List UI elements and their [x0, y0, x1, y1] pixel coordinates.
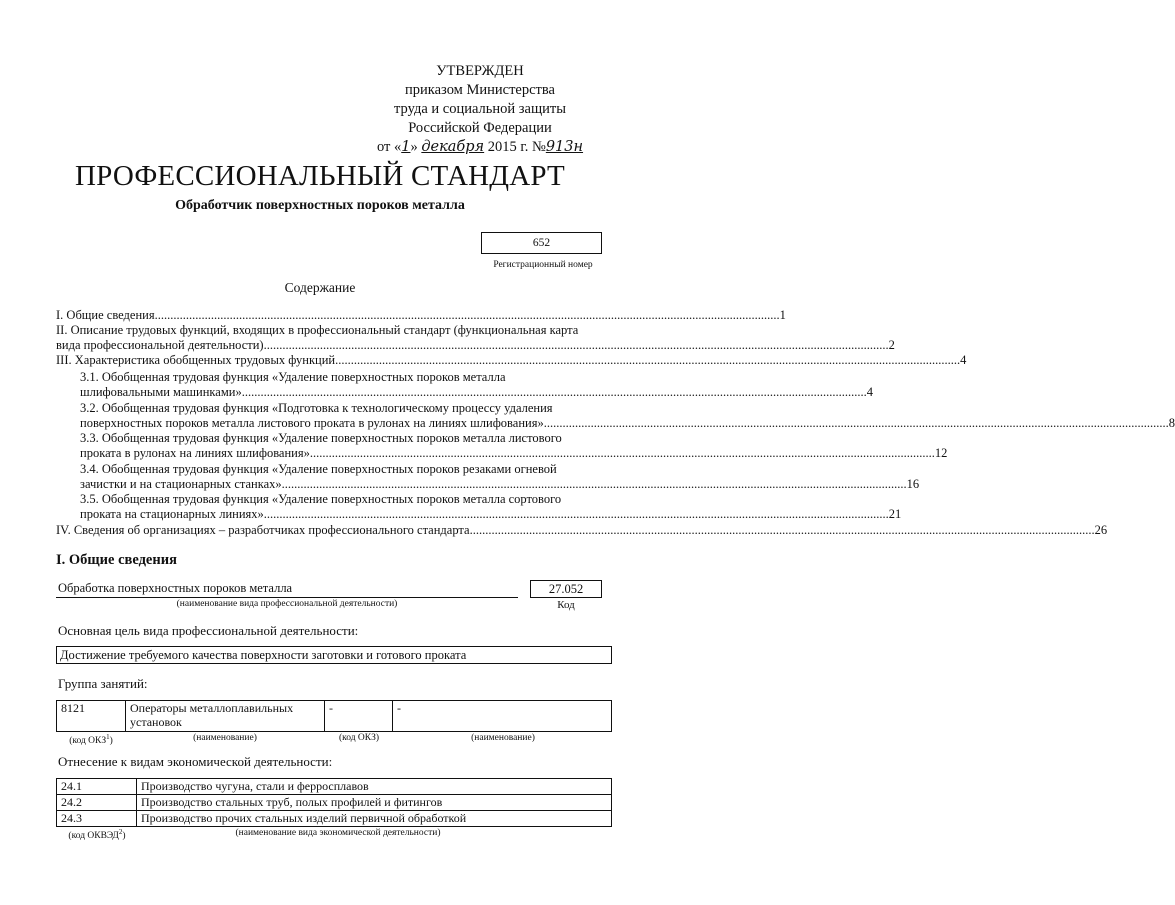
toc-item-text: поверхностных пороков металла листового проката в рулонах на линиях шлифования»	[80, 416, 544, 430]
approval-stamp	[360, 62, 600, 157]
table-row	[57, 795, 612, 811]
okved-code: 24.2	[57, 795, 137, 811]
toc-item-text: IV. Сведения об организациях – разработчиках профессионального стандарта	[56, 523, 470, 537]
toc-item-3-5[interactable]	[80, 492, 902, 522]
toc-item-text-first: 3.1. Обобщенная трудовая функция «Удаление поверхностных пороков металла	[80, 370, 506, 384]
toc-item-3-4[interactable]	[80, 462, 920, 492]
toc-item-text: I. Общие сведения	[56, 308, 155, 322]
toc-item-text-first: 3.3. Обобщенная трудовая функция «Удаление поверхностных пороков металла листового	[80, 431, 562, 445]
document-subtitle: Обработчик поверхностных пороков металла	[175, 198, 465, 213]
goal-box: Достижение требуемого качества поверхности заготовки и готового проката	[56, 646, 612, 664]
activity-code-caption: Код	[557, 599, 575, 611]
occupation-name-1: Операторы металлоплавильных установок	[126, 701, 325, 732]
toc-item-page: 4	[960, 353, 967, 367]
toc-item-page: 21	[888, 507, 902, 521]
okz-caption-1: (код ОКЗ$^1$)	[69, 733, 113, 747]
toc-item-2[interactable]	[56, 323, 895, 353]
okved-name: Производство стальных труб, полых профилей и фитингов	[137, 795, 612, 811]
toc-item-text-first: 3.4. Обобщенная трудовая функция «Удаление поверхностных пороков резаками огневой	[80, 462, 557, 476]
toc-item-page: 8	[1168, 416, 1175, 430]
toc-item-1[interactable]	[56, 308, 786, 323]
okz-code-2: -	[325, 701, 393, 732]
okved-code: 24.3	[57, 811, 137, 827]
toc-item-text: шлифовальными машинками»	[80, 385, 242, 399]
okved-name: Производство прочих стальных изделий первичной обработкой	[137, 811, 612, 827]
approval-line-2: приказом Министерства	[405, 82, 555, 98]
okved-name: Производство чугуна, стали и ферросплавов	[137, 779, 612, 795]
okz-code-1: 8121	[57, 701, 126, 732]
order-number: 913н	[545, 139, 584, 155]
econ-activity-table	[56, 778, 612, 827]
activity-code-box: 27.052	[530, 580, 602, 598]
registration-number-caption: Регистрационный номер	[493, 260, 593, 270]
toc-item-4[interactable]	[56, 523, 1108, 538]
toc-item-page: 26	[1094, 523, 1108, 537]
okved-code: 24.1	[57, 779, 137, 795]
toc-item-text: проката на стационарных линиях»	[80, 507, 264, 521]
toc-item-page: 12	[934, 446, 948, 460]
toc-item-text-first: II. Описание трудовых функций, входящих в профессиональный стандарт (функциональная карта	[56, 323, 579, 337]
approval-line-4: Российской Федерации	[408, 120, 552, 136]
toc-item-3-3[interactable]	[80, 431, 948, 461]
occupation-name-2: -	[393, 701, 612, 732]
toc-item-page: 1	[779, 308, 786, 322]
document-title: ПРОФЕССИОНАЛЬНЫЙ СТАНДАРТ	[75, 160, 565, 192]
date-day: 1	[401, 139, 411, 155]
date-prefix: от «	[376, 139, 402, 155]
toc-item-page: 4	[866, 385, 873, 399]
section-title: I. Общие сведения	[56, 552, 177, 568]
okz-caption-2: (код ОКЗ)	[338, 733, 380, 743]
toc-item-3[interactable]	[56, 353, 967, 368]
occupation-caption-1: (наименование)	[193, 733, 257, 743]
approval-line-3: труда и социальной защиты	[394, 101, 566, 117]
toc-item-page: 2	[888, 338, 895, 352]
activity-underline	[56, 597, 518, 598]
goal-label: Основная цель вида профессиональной деятельности:	[58, 623, 359, 638]
toc-item-text: вида профессиональной деятельности)	[56, 338, 264, 352]
occupation-caption-2: (наименование)	[471, 733, 535, 743]
activity-name: Обработка поверхностных пороков металла	[58, 581, 293, 595]
approval-line-1: УТВЕРЖДЕН	[436, 63, 524, 79]
date-mid: »	[410, 139, 418, 155]
occupation-group-table	[56, 700, 612, 732]
approval-date-line	[360, 138, 600, 157]
toc-item-text: III. Характеристика обобщенных трудовых функций	[56, 353, 336, 367]
table-row	[57, 811, 612, 827]
registration-number-box: 652	[481, 232, 602, 254]
toc-item-page: 16	[906, 477, 920, 491]
date-year: 2015 г. №	[487, 139, 546, 155]
toc-item-3-1[interactable]	[80, 370, 873, 400]
okved-name-caption: (наименование вида экономической деятельности)	[235, 828, 441, 838]
table-row	[57, 779, 612, 795]
toc-item-text-first: 3.2. Обобщенная трудовая функция «Подготовка к технологическому процессу удаления	[80, 401, 553, 415]
toc-item-text-first: 3.5. Обобщенная трудовая функция «Удаление поверхностных пороков металла сортового	[80, 492, 562, 506]
okved-code-caption: (код ОКВЭД$^2$)	[68, 828, 126, 842]
activity-caption: (наименование вида профессиональной деятельности)	[176, 599, 398, 609]
toc-item-text: зачистки и на стационарных станках»	[80, 477, 282, 491]
econ-label: Отнесение к видам экономической деятельности:	[58, 754, 333, 769]
toc-item-text: проката в рулонах на линиях шлифования»	[80, 446, 310, 460]
date-month: декабря	[421, 139, 485, 155]
group-label: Группа занятий:	[58, 676, 148, 691]
toc-item-3-2[interactable]	[80, 401, 1175, 431]
toc-heading: Содержание	[284, 280, 356, 295]
